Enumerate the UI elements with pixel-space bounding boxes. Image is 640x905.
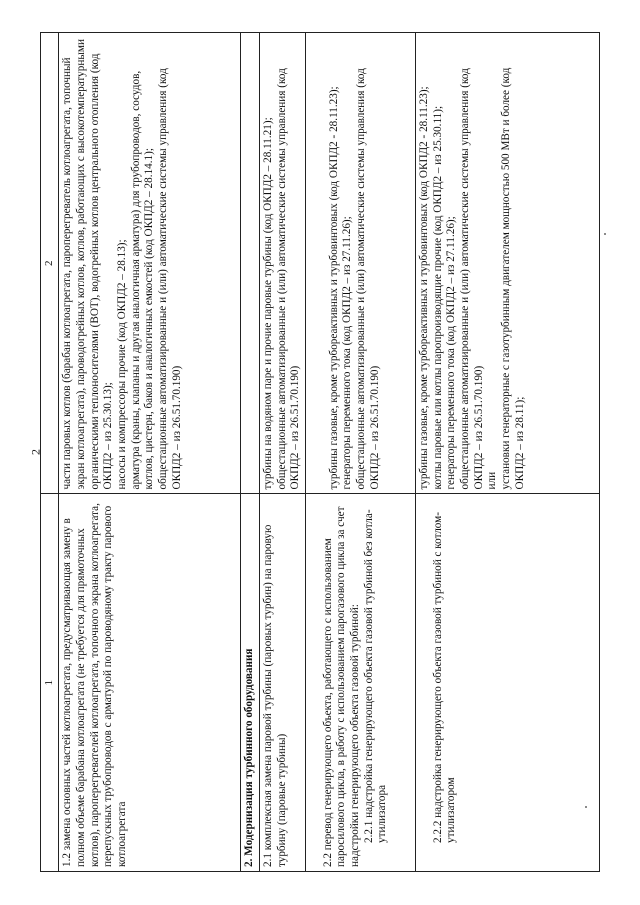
work-type-text: 2.2 перевод генерирующего объекта, работающего с использованием паросилового цикла, в работу с использованием парогазового цикла за счет надстройки генерирующего объекта газовой турбиной: (321, 506, 362, 867)
table-row (260, 33, 306, 872)
section-empty-cell (241, 33, 260, 494)
scan-speck (604, 233, 606, 235)
table-row (306, 33, 416, 872)
equipment-text: турбины газовые, кроме турбореактивных и турбовинтовых (код ОКПД2 - 28.11.23); генераторы переменного тока (код ОКПД2 – из 27.11.26); общестационные автоматизированные и (или) автоматические системы управления (код ОКПД2 – из 26.51.70.190) (327, 68, 381, 490)
work-type-cell: 1.2 замена основных частей котлоагрегата, предусматривающая замену в полном объеме барабана котлоагрегата (не требуется для прямоточных котлов), пароперегревателей котлоагрегата, топочного экрана котлоагрегата, перепускных трубопроводов с арматурой по пароводяному тракту парового котлоагрегата (59, 494, 241, 872)
work-type-cell (306, 494, 416, 872)
column-header-2: 2 (41, 33, 59, 494)
work-subtype-text: 2.2.2 надстройка генерирующего объекта газовой турбиной с котлом-утилизатором (431, 512, 458, 843)
work-type-cell (416, 494, 600, 872)
section-title-cell: 2. Модернизация турбинного оборудования (241, 494, 260, 872)
table-row (416, 33, 600, 872)
equipment-cell: части паровых котлов (барабан котлоагрегата, пароперегреватель котлоагрегата, топочный экран котлоагрегата), пароводогрейных котлов, котлов, работающих с высокотемпературными органическими теплоносителями (ВОТ), водогрейных котлов центрального отопления (код ОКПД2 – из 25.30.13); насосы и компрессоры прочие (код ОКПД2 – 28.13); арматура (краны, клапаны и другая аналогичная арматура) для трубопроводов, сосудов, котлов, цистерн, баков и аналогичных емкостей (код ОКПД2 – 28.14.1); общестационные автоматизированные и (или) автоматические системы управления (код ОКПД2 – из 26.51.70.190) (59, 33, 241, 494)
equipment-cell: турбины на водяном паре и прочие паровые турбины (код ОКПД2 – 28.11.21); общестационные автоматизированные и (или) автоматические системы управления (код ОКПД2 – из 26.51.70.190) (260, 33, 306, 494)
scan-speck (585, 806, 587, 808)
table-header-row (41, 33, 59, 872)
work-type-cell: 2.1 комплексная замена паровой турбины (паровых турбин) на паровую турбину (паровые турбины) (260, 494, 306, 872)
page-number: 2 (28, 449, 43, 455)
table-row (59, 33, 241, 872)
equipment-cell (306, 33, 416, 494)
section-row (241, 33, 260, 872)
rotated-page-content (40, 32, 600, 872)
column-header-1: 1 (41, 494, 59, 872)
work-subtype-text: 2.2.1 надстройка генерирующего объекта газовой турбиной без котла-утилизатора (362, 509, 389, 843)
equipment-cell: турбины газовые, кроме турбореактивных и турбовинтовых (код ОКПД2 - 28.11.23); котлы паровые или котлы паропроизводящие прочие (код ОКПД2 – из 25.30.11); генераторы переменного тока (код ОКПД2 – из 27.11.26); общестационные автоматизированные и (или) автоматические системы управления (код ОКПД2 – из 26.51.70.190) или установки генераторные с газотурбинным двигателем мощностью 500 МВт и более (код ОКПД2 – из 28.11); (416, 33, 600, 494)
equipment-table (40, 32, 600, 872)
